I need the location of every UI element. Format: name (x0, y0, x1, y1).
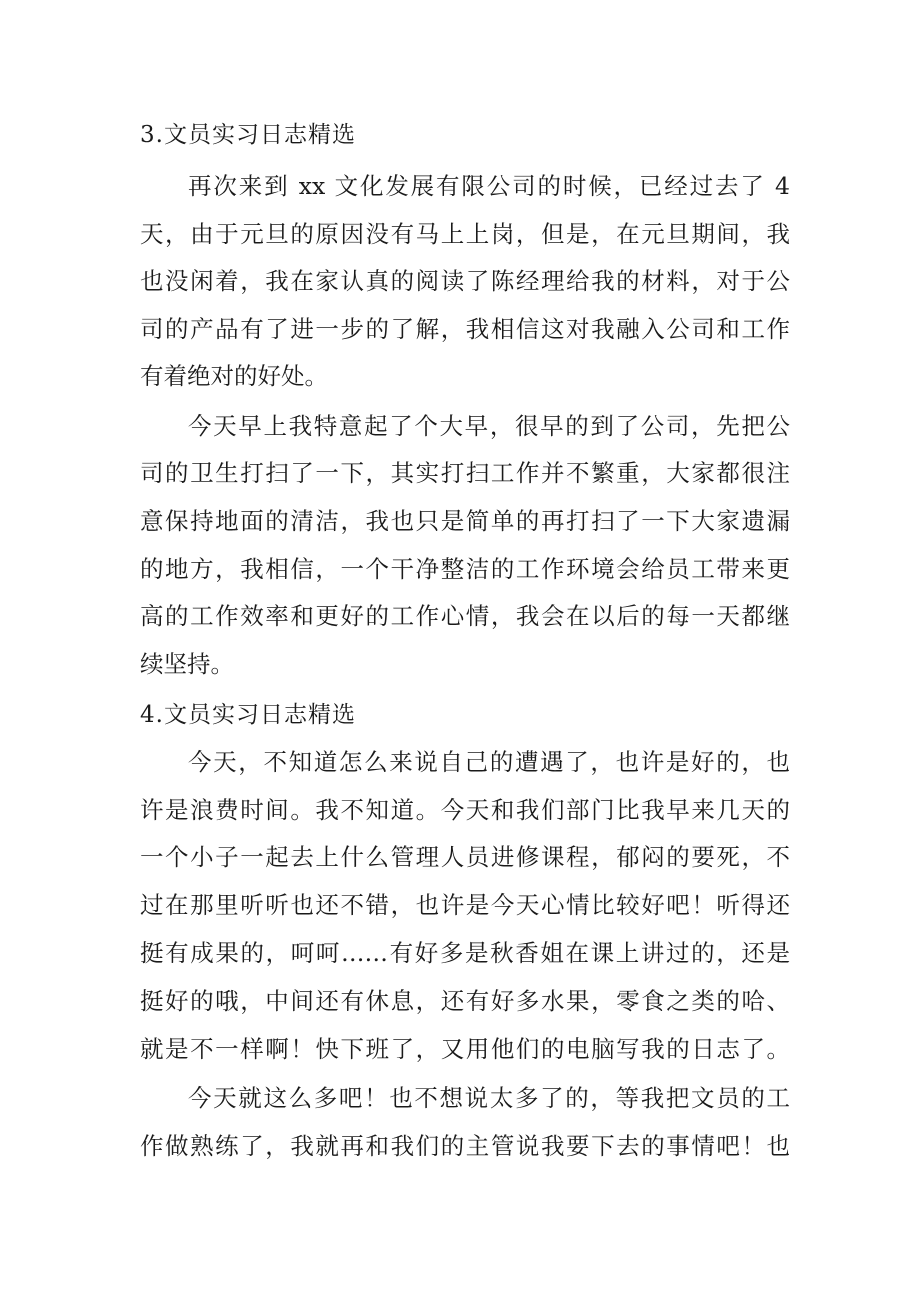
paragraph-line: 有着绝对的好处。 (140, 362, 328, 390)
paragraph-line: 许是浪费时间。我不知道。今天和我们部门比我早来几天的 (140, 796, 790, 824)
paragraph-line: 司的卫生打扫了一下，其实打扫工作并不繁重，大家都很注 (140, 459, 790, 487)
paragraph-line: 续坚持。 (140, 650, 234, 678)
paragraph-line: 司的产品有了进一步的了解，我相信这对我融入公司和工作 (140, 315, 790, 343)
section-heading: 4.文员实习日志精选 (140, 702, 356, 728)
paragraph-line: 就是不一样啊！快下班了，又用他们的电脑写我的日志了。 (140, 1035, 790, 1063)
paragraph-line: 今天，不知道怎么来说自己的遭遇了，也许是好的，也 (188, 748, 790, 776)
paragraph-line: 过在那里听听也还不错，也许是今天心情比较好吧！听得还 (140, 891, 790, 919)
paragraph-line: 高的工作效率和更好的工作心情，我会在以后的每一天都继 (140, 602, 790, 630)
paragraph-line: 挺有成果的，呵呵……有好多是秋香姐在课上讲过的，还是 (140, 939, 790, 967)
paragraph-line: 作做熟练了，我就再和我们的主管说我要下去的事情吧！也 (140, 1132, 790, 1160)
section-heading: 3.文员实习日志精选 (140, 122, 356, 148)
paragraph-line: 天，由于元旦的原因没有马上上岗，但是，在元旦期间，我 (140, 220, 790, 248)
paragraph-line: 今天早上我特意起了个大早，很早的到了公司，先把公 (188, 412, 790, 440)
paragraph-line: 意保持地面的清洁，我也只是简单的再打扫了一下大家遗漏 (140, 507, 790, 535)
paragraph-line: 再次来到 xx 文化发展有限公司的时候，已经过去了 4 (188, 172, 790, 200)
paragraph-line: 一个小子一起去上什么管理人员进修课程，郁闷的要死，不 (140, 843, 790, 871)
paragraph-line: 今天就这么多吧！也不想说太多了的，等我把文员的工 (188, 1084, 790, 1112)
paragraph-line: 也没闲着，我在家认真的阅读了陈经理给我的材料，对于公 (140, 267, 790, 295)
paragraph-line: 挺好的哦，中间还有休息，还有好多水果，零食之类的哈、 (140, 987, 790, 1015)
paragraph-line: 的地方，我相信，一个干净整洁的工作环境会给员工带来更 (140, 555, 790, 583)
